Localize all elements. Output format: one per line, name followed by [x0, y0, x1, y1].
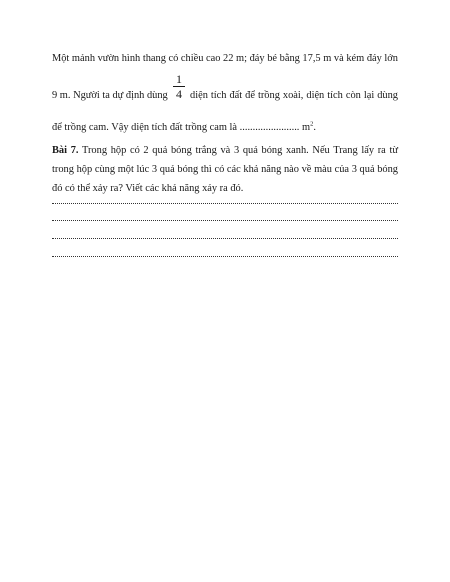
problem6-line2-end: diện tích đất để trồng xoài, diện tích còn lại dùng: [190, 90, 398, 101]
answer-line-2[interactable]: [52, 220, 398, 221]
unit-exponent: 2: [310, 120, 314, 128]
answer-line-1[interactable]: [52, 203, 398, 204]
answer-line-4[interactable]: [52, 256, 398, 257]
fraction-numerator: 1: [176, 72, 182, 86]
problem6-line2-start: 9 m. Người ta dự định dùng: [52, 90, 168, 101]
problem7-label: Bài 7.: [52, 145, 79, 156]
fraction-one-quarter: [173, 73, 185, 100]
problem7-line2: trong hộp cùng một lúc 3 quả bóng thì có các khả năng nào về màu của 3 quả bóng: [52, 164, 398, 175]
problem6-line3: [52, 122, 316, 133]
fraction-denominator: 4: [176, 87, 182, 101]
problem7-line3: đó có thể xảy ra? Viết các khả năng xảy ra đó.: [52, 183, 244, 194]
problem6-line3-text: để trồng cam. Vậy diện tích đất trồng cam là ....................... m: [52, 122, 311, 133]
problem6-line3-end: .: [313, 122, 316, 133]
problem6-line1: Một mảnh vườn hình thang có chiều cao 22 m; đáy bé bằng 17,5 m và kém đáy lớn: [52, 53, 398, 64]
problem7-line1-rest: Trong hộp có 2 quả bóng trắng và 3 quả bóng xanh. Nếu Trang lấy ra từ: [81, 145, 398, 156]
problem7-line1: [52, 145, 398, 156]
answer-line-3[interactable]: [52, 238, 398, 239]
